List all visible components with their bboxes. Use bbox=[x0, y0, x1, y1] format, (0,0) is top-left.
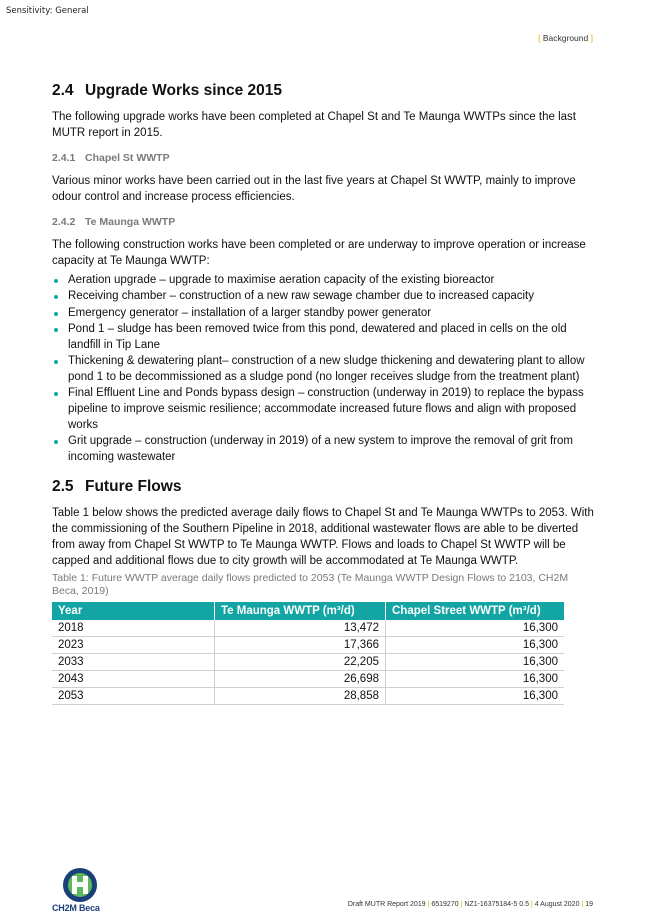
column-header-te-maunga: Te Maunga WWTP (m³/d) bbox=[215, 602, 386, 620]
works-list bbox=[52, 273, 597, 466]
te-maunga-flow-cell: 22,205 bbox=[215, 653, 386, 670]
heading-2-5: 2.5 Future Flows bbox=[52, 477, 182, 495]
column-header-chapel-street: Chapel Street WWTP (m³/d) bbox=[386, 602, 565, 620]
footer-ref-1: 6519270 bbox=[431, 901, 459, 908]
paragraph-2-5: Table 1 below shows the predicted average daily flows to Chapel St and Te Maunga WWTPs to 2053. With the commissioning of the Southern Pipeline in 2018, additional wastewater flows are able to be diverted from away from Chapel St WWTP to Te Maunga WWTP. Flows and loads to Chapel St WWTP will be capped and additional flows due to city growth will be accommodated at Te Maunga WWTP. bbox=[52, 506, 594, 567]
header-tag-text: Background bbox=[542, 33, 589, 43]
list-item: Receiving chamber – construction of a new raw sewage chamber due to increased capacity bbox=[52, 289, 597, 305]
list-item: Grit upgrade – construction (underway in 2019) of a new system to improve the removal of grit from incoming wastewater bbox=[52, 434, 597, 466]
year-cell: 2033 bbox=[52, 653, 215, 670]
company-logo bbox=[52, 867, 108, 915]
te-maunga-flow-cell: 26,698 bbox=[215, 670, 386, 687]
year-cell: 2043 bbox=[52, 670, 215, 687]
bullet-icon bbox=[54, 360, 58, 364]
logo-wordmark: CH2M Beca bbox=[52, 903, 100, 913]
table-row bbox=[52, 670, 564, 687]
bullet-icon bbox=[54, 440, 58, 444]
bullet-icon bbox=[54, 312, 58, 316]
paragraph-2-4-intro: The following upgrade works have been completed at Chapel St and Te Maunga WWTPs since the last MUTR report in 2015. bbox=[52, 111, 576, 139]
footer-page-number: 19 bbox=[585, 901, 593, 908]
list-item: Emergency generator – installation of a larger standby power generator bbox=[52, 306, 597, 322]
table-header-row bbox=[52, 602, 564, 620]
list-item: Pond 1 – sludge has been removed twice from this pond, dewatered and placed in cells on the old landfill in Tip Lane bbox=[52, 322, 597, 354]
table-row bbox=[52, 636, 564, 653]
paragraph-2-4-1: Various minor works have been carried out in the last five years at Chapel St WWTP, mainly to improve odour control and increase process efficiencies. bbox=[52, 175, 576, 203]
table-caption: Table 1: Future WWTP average daily flows predicted to 2053 (Te Maunga WWTP Design Flows to 2103, CH2M Beca, 2019) bbox=[52, 571, 569, 597]
heading-2-4-2: 2.4.2 Te Maunga WWTP bbox=[52, 216, 176, 228]
document-body bbox=[52, 82, 597, 705]
table-row bbox=[52, 687, 564, 704]
heading-2-4: 2.4 Upgrade Works since 2015 bbox=[52, 82, 282, 99]
column-header-year: Year bbox=[52, 602, 215, 620]
footer-ref-2: NZ1-16375184-5 0.5 bbox=[464, 901, 529, 908]
flows-table bbox=[52, 602, 564, 705]
year-cell: 2018 bbox=[52, 620, 215, 637]
year-cell: 2023 bbox=[52, 636, 215, 653]
chapel-street-flow-cell: 16,300 bbox=[386, 636, 565, 653]
te-maunga-flow-cell: 28,858 bbox=[215, 687, 386, 704]
bullet-icon bbox=[54, 279, 58, 283]
page-footer: Draft MUTR Report 2019 | 6519270 | NZ1-16375184-5 0.5 | 4 August 2020 | 19 bbox=[347, 901, 593, 908]
te-maunga-flow-cell: 17,366 bbox=[215, 636, 386, 653]
ch2m-beca-logo-icon bbox=[62, 867, 98, 903]
paragraph-2-4-2-intro: The following construction works have been completed or are underway to improve operation or increase capacity at Te Maunga WWTP: bbox=[52, 239, 586, 267]
sensitivity-label: Sensitivity: General bbox=[6, 6, 89, 16]
bullet-icon bbox=[54, 295, 58, 299]
list-item: Final Effluent Line and Ponds bypass design – construction (underway in 2019) to replace the bypass pipeline to improve seismic resilience; accommodate increased future flows and align with proposed works bbox=[52, 386, 597, 433]
bullet-icon bbox=[54, 392, 58, 396]
list-item: Aeration upgrade – upgrade to maximise aeration capacity of the existing bioreactor bbox=[52, 273, 597, 289]
chapel-street-flow-cell: 16,300 bbox=[386, 670, 565, 687]
chapel-street-flow-cell: 16,300 bbox=[386, 653, 565, 670]
bullet-icon bbox=[54, 328, 58, 332]
chapel-street-flow-cell: 16,300 bbox=[386, 620, 565, 637]
footer-doc-title: Draft MUTR Report 2019 bbox=[347, 901, 426, 908]
year-cell: 2053 bbox=[52, 687, 215, 704]
table-row bbox=[52, 653, 564, 670]
te-maunga-flow-cell: 13,472 bbox=[215, 620, 386, 637]
heading-2-4-1: 2.4.1 Chapel St WWTP bbox=[52, 152, 170, 164]
footer-date: 4 August 2020 bbox=[534, 901, 580, 908]
table-row bbox=[52, 620, 564, 637]
chapel-street-flow-cell: 16,300 bbox=[386, 687, 565, 704]
list-item: Thickening & dewatering plant– construction of a new sludge thickening and dewatering plant to allow pond 1 to be decommissioned as a sludge pond (no longer receives sludge from the treatment plant) bbox=[52, 354, 597, 386]
header-section-tag: [ Background ] bbox=[538, 33, 593, 43]
